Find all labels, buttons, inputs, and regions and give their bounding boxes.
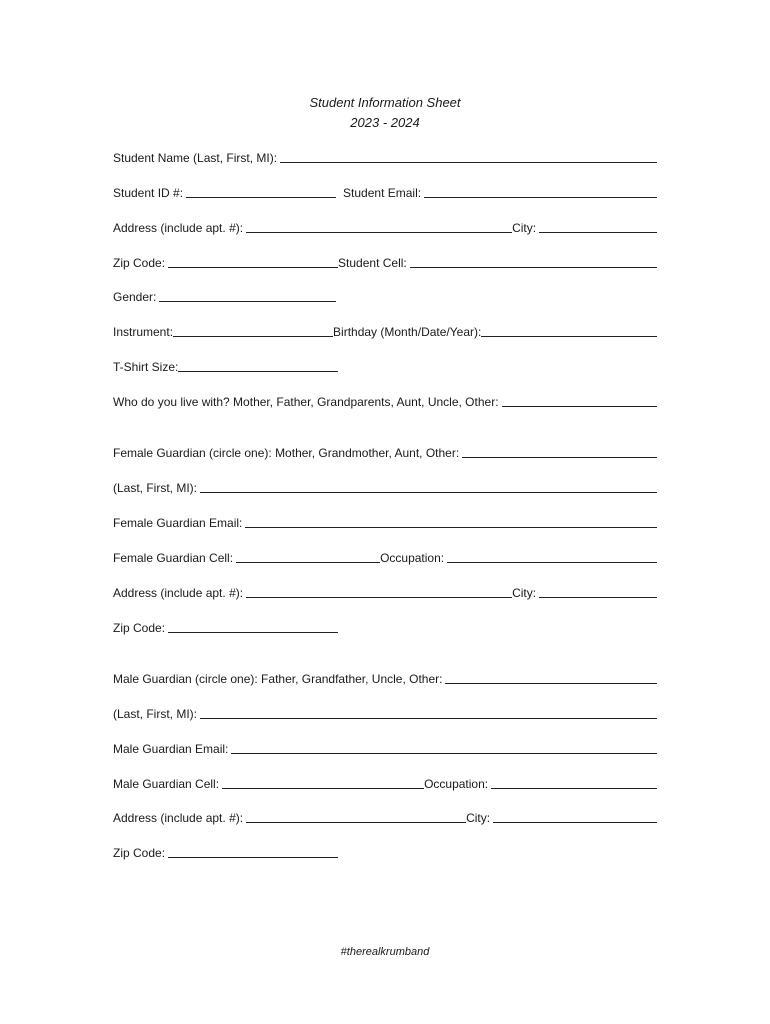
student-tshirt-row — [113, 358, 657, 374]
student-name-row — [113, 149, 657, 165]
student-address-field[interactable] — [246, 232, 512, 233]
student-city-field[interactable] — [539, 232, 657, 233]
student-id-field[interactable] — [186, 197, 336, 198]
student-instrument-field[interactable] — [173, 336, 333, 337]
female-guardian-relation-field[interactable] — [462, 457, 657, 458]
student-instrument-label: Instrument: — [113, 325, 174, 339]
student-email-label: Student Email: — [343, 186, 422, 200]
female-guardian-relation-label: Female Guardian (circle one): Mother, Grandmother, Aunt, Other: — [113, 446, 460, 460]
male-guardian-zip-field[interactable] — [168, 857, 338, 858]
student-email-field[interactable] — [424, 197, 657, 198]
male-guardian-city-field[interactable] — [493, 822, 657, 823]
student-address-row — [113, 219, 657, 235]
female-guardian-name-row — [113, 479, 657, 495]
male-guardian-name-label: (Last, First, MI): — [113, 707, 197, 721]
student-tshirt-label: T-Shirt Size: — [113, 360, 179, 374]
footer-hashtag: #therealkrumband — [340, 946, 430, 958]
form-title: Student Information Sheet — [309, 95, 461, 110]
female-guardian-relation-row — [113, 444, 657, 460]
male-guardian-email-field[interactable] — [231, 753, 657, 754]
female-guardian-email-row — [113, 514, 657, 530]
student-live-with-field[interactable] — [502, 406, 657, 407]
female-guardian-city-field[interactable] — [539, 597, 657, 598]
student-gender-row — [113, 288, 657, 304]
female-guardian-email-field[interactable] — [245, 527, 657, 528]
female-guardian-occupation-label: Occupation: — [380, 551, 445, 565]
male-guardian-cell-label: Male Guardian Cell: — [113, 777, 220, 791]
female-guardian-cell-field[interactable] — [236, 562, 380, 563]
student-cell-label: Student Cell: — [338, 256, 407, 270]
male-guardian-address-field[interactable] — [246, 822, 466, 823]
student-id-email-row — [113, 184, 657, 200]
student-live-with-row — [113, 393, 657, 409]
male-guardian-address-row — [113, 809, 657, 825]
male-guardian-relation-label: Male Guardian (circle one): Father, Grandfather, Uncle, Other: — [113, 672, 443, 686]
male-guardian-name-field[interactable] — [200, 718, 657, 719]
student-zip-field[interactable] — [168, 267, 338, 268]
male-guardian-address-label: Address (include apt. #): — [113, 811, 244, 825]
male-guardian-occupation-label: Occupation: — [424, 777, 489, 791]
female-guardian-occupation-field[interactable] — [447, 562, 657, 563]
male-guardian-zip-row — [113, 844, 657, 860]
form-year: 2023 - 2024 — [350, 115, 420, 130]
student-name-label: Student Name (Last, First, MI): — [113, 151, 278, 165]
female-guardian-cell-label: Female Guardian Cell: — [113, 551, 234, 565]
male-guardian-city-label: City: — [466, 811, 491, 825]
female-guardian-cell-row — [113, 549, 657, 565]
female-guardian-city-label: City: — [512, 586, 537, 600]
student-zip-cell-row — [113, 254, 657, 270]
student-live-with-label: Who do you live with? Mother, Father, Grandparents, Aunt, Uncle, Other: — [113, 395, 499, 409]
student-birthday-field[interactable] — [481, 336, 657, 337]
female-guardian-zip-field[interactable] — [168, 632, 338, 633]
male-guardian-occupation-field[interactable] — [491, 788, 657, 789]
student-id-label: Student ID #: — [113, 186, 184, 200]
female-guardian-address-row — [113, 584, 657, 600]
male-guardian-cell-row — [113, 775, 657, 791]
male-guardian-relation-field[interactable] — [445, 683, 657, 684]
student-gender-label: Gender: — [113, 290, 157, 304]
student-instrument-birthday-row — [113, 323, 657, 339]
student-birthday-label: Birthday (Month/Date/Year): — [333, 325, 482, 339]
student-address-label: Address (include apt. #): — [113, 221, 244, 235]
female-guardian-name-label: (Last, First, MI): — [113, 481, 197, 495]
male-guardian-email-row — [113, 740, 657, 756]
male-guardian-name-row — [113, 705, 657, 721]
student-tshirt-field[interactable] — [178, 371, 338, 372]
female-guardian-zip-row — [113, 619, 657, 635]
student-gender-field[interactable] — [159, 301, 336, 302]
female-guardian-address-label: Address (include apt. #): — [113, 586, 244, 600]
female-guardian-zip-label: Zip Code: — [113, 621, 166, 635]
female-guardian-email-label: Female Guardian Email: — [113, 516, 243, 530]
female-guardian-address-field[interactable] — [246, 597, 512, 598]
student-zip-label: Zip Code: — [113, 256, 166, 270]
student-city-label: City: — [512, 221, 537, 235]
male-guardian-cell-field[interactable] — [222, 788, 424, 789]
male-guardian-zip-label: Zip Code: — [113, 846, 166, 860]
student-cell-field[interactable] — [410, 267, 657, 268]
student-name-field[interactable] — [280, 162, 657, 163]
female-guardian-name-field[interactable] — [200, 492, 657, 493]
male-guardian-email-label: Male Guardian Email: — [113, 742, 229, 756]
male-guardian-relation-row — [113, 670, 657, 686]
